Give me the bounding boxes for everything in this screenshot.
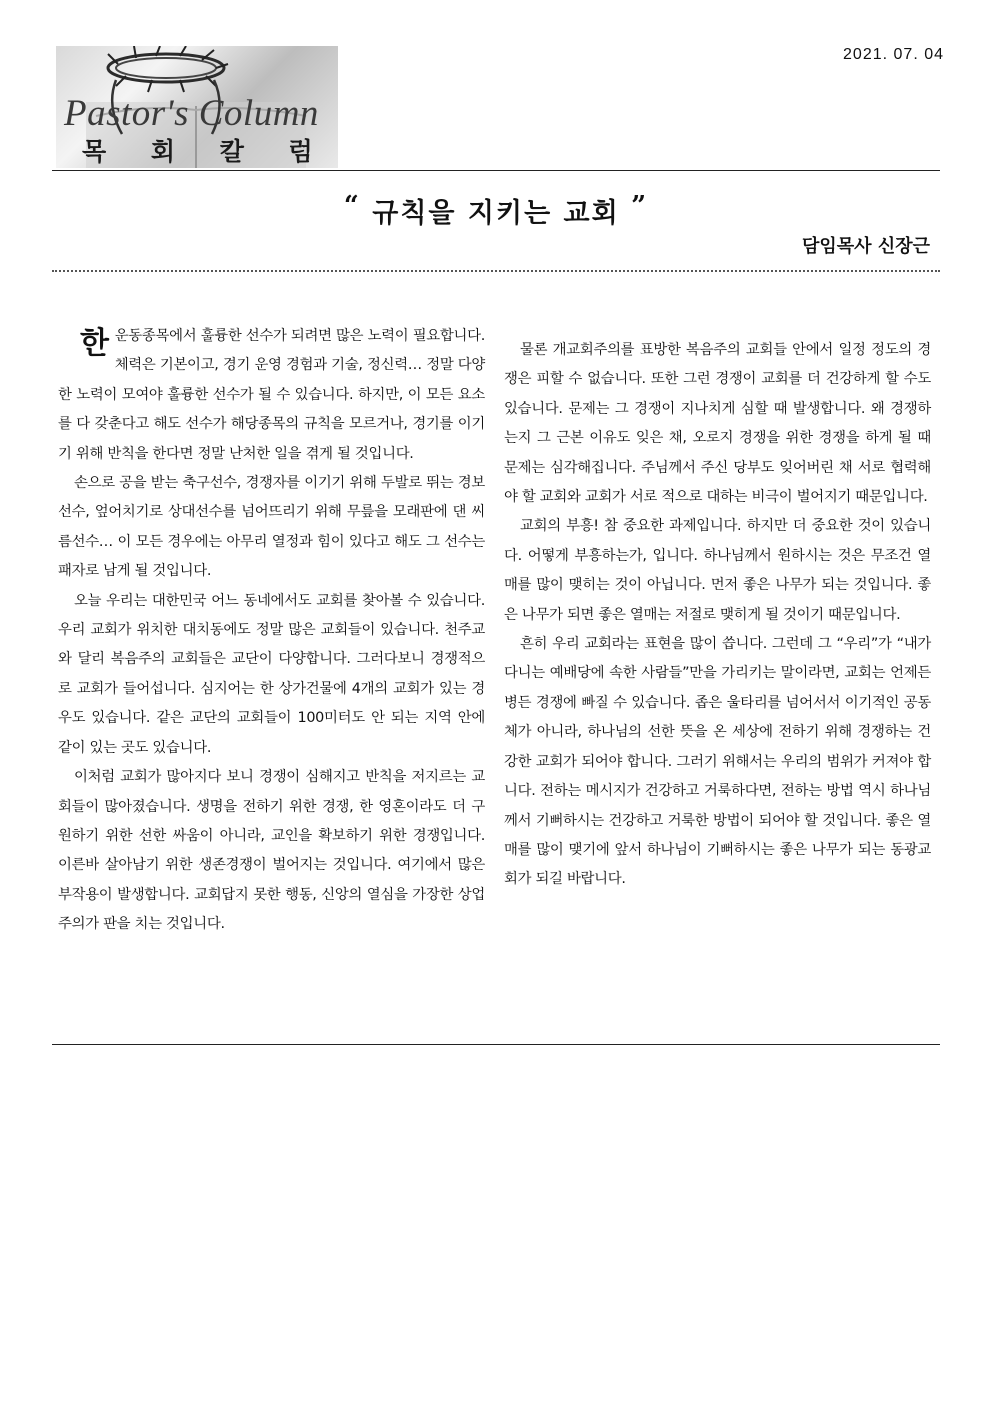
article-title [0, 191, 992, 230]
paragraph: 이처럼 교회가 많아지다 보니 경쟁이 심해지고 반칙을 저지르는 교회들이 많아졌습니다. 생명을 전하기 위한 경쟁, 한 영혼이라도 더 구원하기 위한 선한 싸움이 아니라, 교인을 확보하기 위한 경쟁입니다. 이른바 살아남기 위한 생존경쟁이 벌어지는 것입니다. 여기에서 많은 부작용이 발생합니다. 교회답지 못한 행동, 신앙의 열심을 가장한 상업주의가 판을 치는 것입니다. [58, 769, 485, 933]
logo-title-korean: 목 회 칼 럼 [82, 137, 331, 166]
drop-cap: 한 [80, 326, 109, 361]
logo-title-english: Pastor's Column [64, 93, 319, 134]
paragraph: 손으로 공을 받는 축구선수, 경쟁자를 이기기 위해 두발로 뛰는 경보선수, 엎어치기로 상대선수를 넘어뜨리기 위해 무릎을 모래판에 댄 씨름선수… 이 모든 경우에는 아무리 열정과 힘이 있다고 해도 그 선수는 패자로 남게 될 것입니다. [58, 475, 485, 580]
left-column [58, 322, 485, 940]
date: 2021. 07. 04 [843, 46, 944, 63]
open-quote: “ [343, 191, 361, 221]
paragraph: 교회의 부흥! 참 중요한 과제입니다. 하지만 더 중요한 것이 있습니다. 어떻게 부흥하는가, 입니다. 하나님께서 원하시는 것은 무조건 열매를 많이 맺히는 것이 아닙니다. 먼저 좋은 나무가 되는 것입니다. 좋은 나무가 되면 좋은 열매는 저절로 맺히게 될 것이기 때문입니다. [504, 518, 931, 623]
paragraph-text: 운동종목에서 훌륭한 선수가 되려면 많은 노력이 필요합니다. 체력은 기본이고, 경기 운영 경험과 기술, 정신력… 정말 다양한 노력이 모여야 훌륭한 선수가 될 수 있습니다. 하지만, 이 모든 요소를 다 갖춘다고 해도 선수가 해당종목의 규칙을 모르거나, 경기를 이기기 위해 반칙을 한다면 정말 난처한 일을 겪게 될 것입니다. [58, 328, 485, 462]
paragraph: 흔히 우리 교회라는 표현을 많이 씁니다. 그런데 그 “우리”가 “내가 다니는 예배당에 속한 사람들”만을 가리키는 말이라면, 교회는 언제든 병든 경쟁에 빠질 수 있습니다. 좁은 울타리를 넘어서서 이기적인 공동체가 아니라, 하나님의 선한 뜻을 온 세상에 전하기 위해 경쟁하는 건강한 교회가 되어야 합니다. 그러기 위해서는 우리의 범위가 커져야 합니다. 전하는 메시지가 건강하고 거룩하다면, 전하는 방법 역시 하나님께서 기뻐하시는 건강하고 거룩한 방법이 되어야 할 것입니다. 좋은 열매를 많이 맺기에 앞서 하나님이 기뻐하시는 좋은 나무가 되는 동광교회가 되길 바랍니다. [504, 636, 931, 888]
paragraph: 오늘 우리는 대한민국 어느 동네에서도 교회를 찾아볼 수 있습니다. 우리 교회가 위치한 대치동에도 정말 많은 교회들이 있습니다. 천주교와 달리 복음주의 교회들은 교단이 다양합니다. 그러다보니 경쟁적으로 교회가 들어섭니다. 심지어는 한 상가건물에 4개의 교회가 있는 경우도 있습니다. 같은 교단의 교회들이 100미터도 안 되는 지역 안에 같이 있는 곳도 있습니다. [58, 592, 485, 756]
paragraph: 물론 개교회주의를 표방한 복음주의 교회들 안에서 일정 정도의 경쟁은 피할 수 없습니다. 또한 그런 경쟁이 교회를 더 건강하게 할 수도 있습니다. 문제는 그 경쟁이 지나치게 심할 때 발생합니다. 왜 경쟁하는지 그 근본 이유도 잊은 채, 오로지 경쟁을 위한 경쟁을 하게 될 때 문제는 심각해집니다. 주님께서 주신 당부도 잊어버린 채 서로 협력해야 할 교회와 교회가 서로 적으로 대하는 비극이 벌어지기 때문입니다. [504, 342, 931, 506]
bottom-divider [52, 1044, 940, 1045]
close-quote: ” [631, 191, 649, 221]
paragraph [58, 322, 485, 469]
dotted-divider [52, 270, 940, 272]
pastors-column-logo [56, 46, 338, 168]
top-divider [52, 170, 940, 171]
title-text: 규칙을 지키는 교회 [372, 198, 620, 229]
right-column [504, 336, 931, 895]
author: 담임목사 신장근 [802, 236, 930, 257]
